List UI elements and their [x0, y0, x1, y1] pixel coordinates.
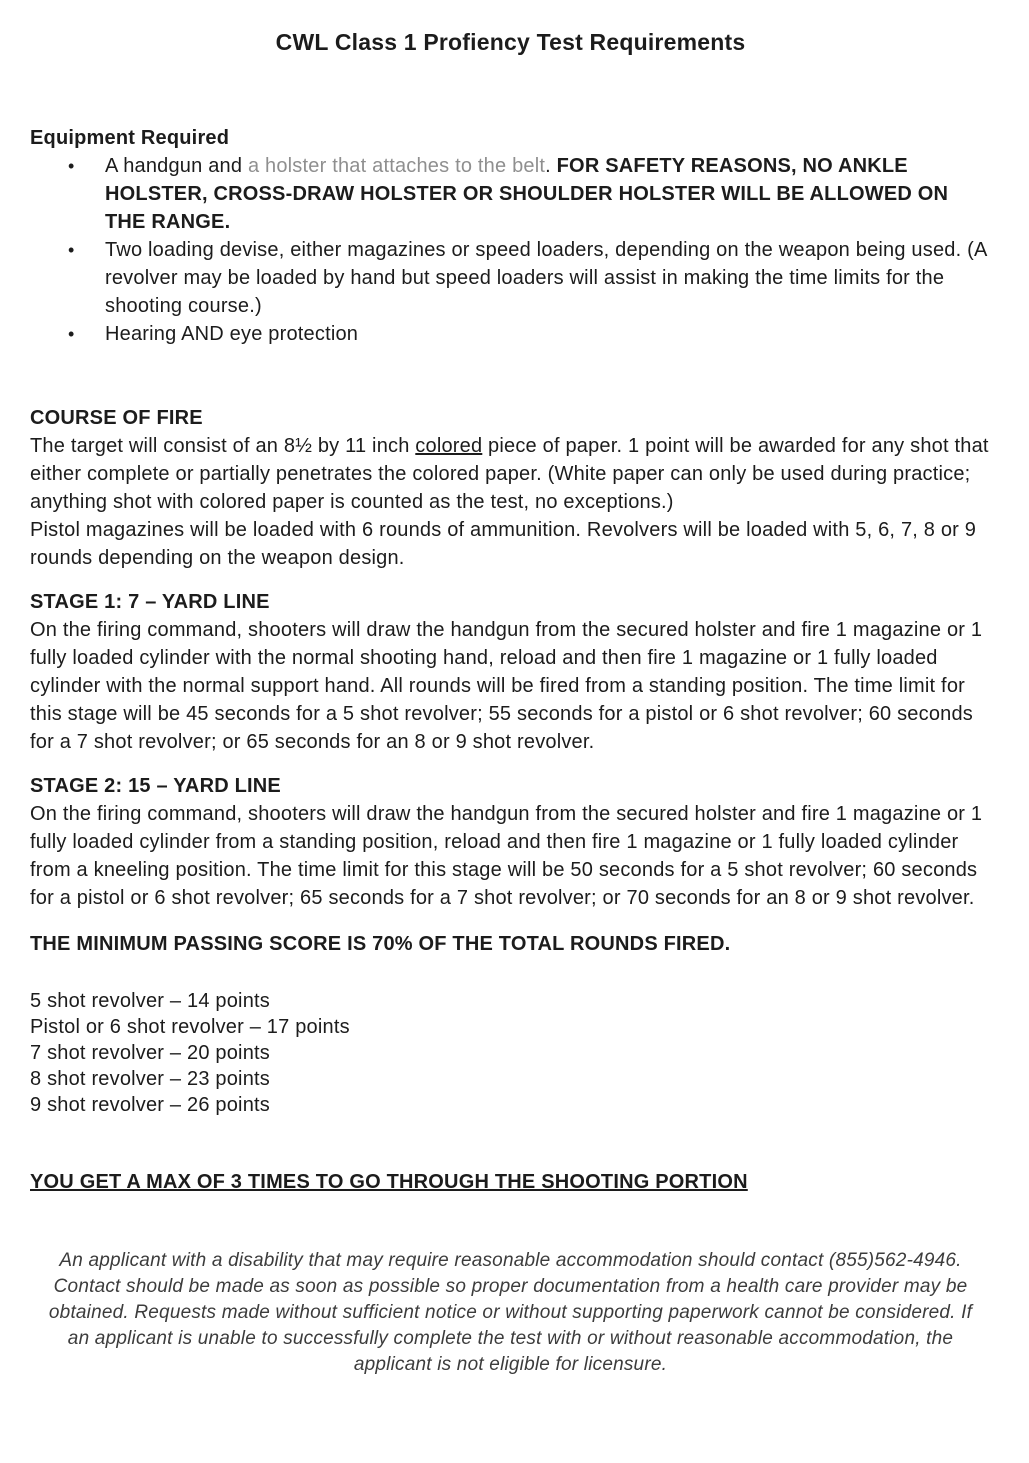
equipment-section	[30, 124, 991, 348]
course-of-fire-section	[30, 404, 991, 572]
stage1-heading: STAGE 1: 7 – YARD LINE	[30, 591, 270, 613]
list-item-text: Hearing AND eye protection	[105, 323, 359, 345]
text-run-gray: a holster that attaches to the belt	[247, 155, 546, 177]
equipment-heading: Equipment Required	[30, 127, 230, 149]
stage1-paragraph: On the firing command, shooters will draw the handgun from the secured holster and fire 1 magazine or 1 fully loaded cylinder with the normal shooting hand, reload and then fire 1 magazine or 1 fully loaded cylinder with the normal support hand. All rounds will be fired from a standing position. The time limit for this stage will be 45 seconds for a 5 shot revolver; 55 seconds for a pistol or 6 shot revolver; 60 seconds for a 7 shot revolver; or 65 seconds for an 8 or 9 shot revolver.	[30, 619, 983, 753]
course-of-fire-paragraph	[30, 432, 991, 516]
passing-score-statement: THE MINIMUM PASSING SCORE IS 70% OF THE TOTAL ROUNDS FIRED.	[30, 933, 731, 955]
text-run: The target will consist of an 8½ by 11 inch	[30, 435, 416, 457]
document-title: CWL Class 1 Profiency Test Requirements	[275, 29, 746, 55]
text-run: piece of paper. 1 point will be awarded for any shot that either complete or partially penetrates the colored paper. (White paper can only be used during practice; anything shot with colored paper is counted as the test, no exceptions.)	[30, 435, 989, 513]
max-attempts-statement: YOU GET A MAX OF 3 TIMES TO GO THROUGH THE SHOOTING PORTION	[30, 1171, 748, 1193]
points-line-8-shot: 8 shot revolver – 23 points	[30, 1068, 270, 1090]
stage2-paragraph: On the firing command, shooters will draw the handgun from the secured holster and fire 1 magazine or 1 fully loaded cylinder from a standing position, reload and then fire 1 magazine or 1 fully loaded cylinder from a kneeling position. The time limit for this stage will be 50 seconds for a 5 shot revolver; 60 seconds for a pistol or 6 shot revolver; 65 seconds for a 7 shot revolver; or 70 seconds for an 8 or 9 shot revolver.	[30, 803, 983, 909]
text-run: A handgun and	[105, 155, 248, 177]
equipment-list	[30, 152, 991, 348]
points-line-pistol-6-shot: Pistol or 6 shot revolver – 17 points	[30, 1016, 350, 1038]
course-of-fire-heading: COURSE OF FIRE	[30, 407, 203, 429]
points-line-5-shot: 5 shot revolver – 14 points	[30, 990, 270, 1012]
text-run-bold: FOR SAFETY REASONS, NO ANKLE HOLSTER, CROSS-DRAW HOLSTER OR SHOULDER HOLSTER WILL BE ALLOWED ON THE RANGE.	[105, 155, 949, 233]
text-run: .	[545, 155, 557, 177]
accommodation-notice: An applicant with a disability that may require reasonable accommodation should contact (855)562-4946. Contact should be made as soon as possible so proper documentation from a health care provider may be obtained. Requests made without sufficient notice or without supporting paperwork cannot be considered. If an applicant is unable to successfully complete the test with or without reasonable accommodation, the applicant is not eligible for licensure.	[48, 1250, 973, 1375]
bullet-icon: •	[68, 240, 75, 260]
list-item	[68, 152, 991, 236]
points-line-9-shot: 9 shot revolver – 26 points	[30, 1094, 270, 1116]
points-list	[30, 988, 991, 1118]
stage1-section	[30, 588, 991, 756]
text-run-underlined: colored	[415, 435, 483, 457]
bullet-icon: •	[68, 156, 75, 176]
list-item	[68, 320, 991, 348]
list-item-text	[105, 152, 991, 236]
list-item	[68, 236, 991, 320]
stage2-section	[30, 772, 991, 912]
list-item-text: Two loading devise, either magazines or speed loaders, depending on the weapon being used. (A revolver may be loaded by hand but speed loaders will assist in making the time limits for the shooting course.)	[105, 239, 987, 317]
stage2-heading: STAGE 2: 15 – YARD LINE	[30, 775, 281, 797]
bullet-icon: •	[68, 324, 75, 344]
magazine-loading-paragraph: Pistol magazines will be loaded with 6 rounds of ammunition. Revolvers will be loaded with 5, 6, 7, 8 or 9 rounds depending on the weapon design.	[30, 519, 977, 569]
points-line-7-shot: 7 shot revolver – 20 points	[30, 1042, 270, 1064]
